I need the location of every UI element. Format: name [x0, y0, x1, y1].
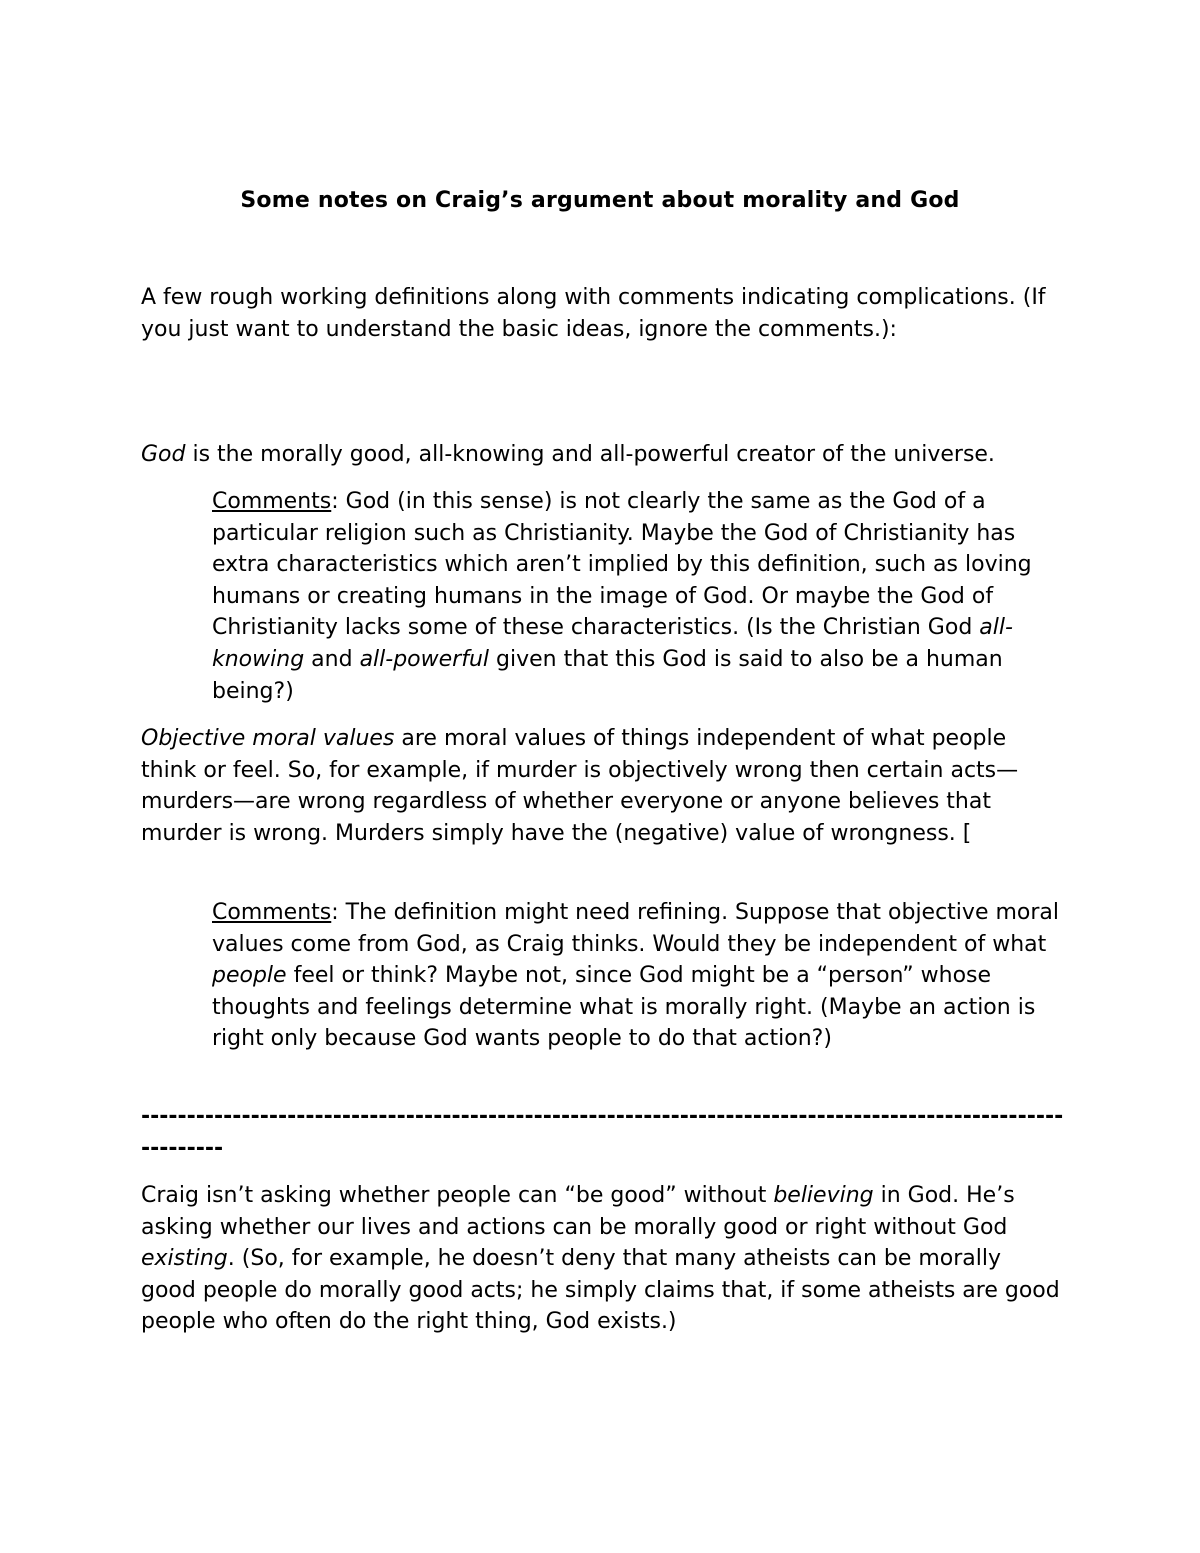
closing-text-b: in God. He’s asking whether our lives and actions can be morally good or right without God [141, 1183, 1015, 1240]
god-comment-emphasis-1: all-knowing [212, 615, 1013, 672]
god-definition-text: is the morally good, all-knowing and all-powerful creator of the universe. [185, 442, 995, 467]
god-comment-text-c: given that this God is said to also be a human being?) [212, 646, 1003, 704]
closing-paragraph [141, 1180, 1061, 1338]
objective-comment-text-a: : The definition might need refining. Suppose that objective moral values come from God, as Craig thinks. Would they be independent of what [212, 900, 1060, 957]
objective-values-definition-text: are moral values of things independent of what people think or feel. So, for example, if murder is objectively wrong then certain acts—murders—are wrong regardless of whether everyone or anyone believes that murder is wrong. Murders simply have the (negative) value of wrongness. [ [141, 726, 1019, 846]
god-comment-text-a: : God (in this sense) is not clearly the same as the God of a particular religion such as Christianity. Maybe the God of Christianity has extra characteristics which aren’t implied by this definition, such as loving humans or creating humans in the image of God. Or maybe the God of Christianity lacks some of these characteristics. (Is the Christian God [212, 489, 1032, 641]
comments-label: Comments [212, 489, 332, 514]
god-comment-paragraph [212, 486, 1072, 707]
god-definition-paragraph [141, 439, 1081, 471]
god-term: God [141, 442, 186, 467]
objective-values-term: Objective moral values [141, 726, 395, 751]
comments-label: Comments [212, 900, 332, 925]
god-comment-emphasis-2: all-powerful [359, 646, 490, 672]
closing-text-a: Craig isn’t asking whether people can “be good” without [141, 1183, 774, 1208]
closing-text-c: . (So, for example, he doesn’t deny that many atheists can be morally good people do morally good acts; he simply claims that, if some atheists are good people who often do the right thing, God exists.) [141, 1246, 1060, 1335]
objective-comment-emphasis-1: people [212, 963, 287, 989]
dashed-separator: -------------------------------------------------------------------------------------------------------------- [141, 1104, 1064, 1161]
objective-comment-text-b: feel or think? Maybe not, since God might be a “person” whose thoughts and feelings determine what is morally right. (Maybe an action is right only because God wants people to do that action?) [212, 963, 1036, 1052]
closing-emphasis-2: existing [141, 1246, 228, 1272]
objective-comment-paragraph [212, 897, 1072, 1055]
god-comment-text-b: and [304, 646, 360, 672]
objective-values-definition-paragraph [141, 723, 1061, 849]
intro-paragraph: A few rough working definitions along with comments indicating complications. (If you just want to understand the basic ideas, ignore the comments.): [141, 285, 1046, 342]
closing-emphasis-1: believing [773, 1183, 874, 1208]
document-title: Some notes on Craig’s argument about morality and God [240, 188, 960, 213]
